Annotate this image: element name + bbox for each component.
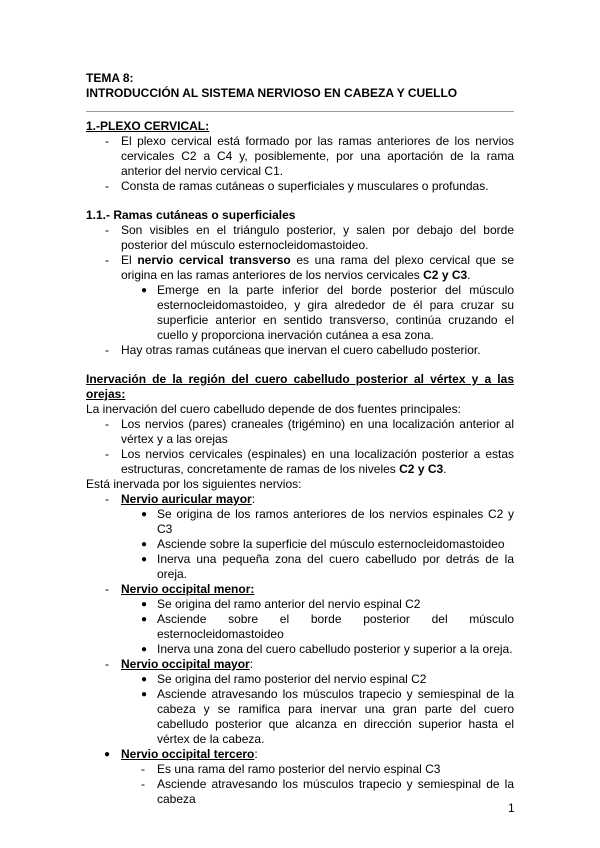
occipital-tercero-details	[86, 762, 514, 807]
nerve-heading-occipital-menor: - Nervio occipital menor:	[86, 582, 514, 597]
nerve-name: nervio cervical transverso	[137, 253, 291, 267]
section-heading-ramas-cutaneas: 1.1.- Ramas cutáneas o superficiales	[86, 208, 296, 222]
list-item: ● Se origina de los ramos anteriores de los nervios espinales C2 y C3	[86, 507, 514, 537]
occipital-menor-details	[86, 597, 514, 657]
list-item: - Los nervios (pares) craneales (trigémino) en una localización anterior al vértex y a las orejas	[86, 417, 514, 447]
list-item: - El plexo cervical está formado por las ramas anteriores de los nervios cervicales C2 a C4 y, posiblemente, por una aportación de la rama anterior del nervio cervical C1.	[86, 134, 514, 179]
paragraph: Está inervada por los siguientes nervios:	[86, 477, 302, 491]
list-item-cervical-transverso: - El nervio cervical transverso es una rama del plexo cervical que se origina en las ramas anteriores de los nervios cervicales C2 y C3.	[86, 253, 514, 283]
list-item: - Asciende atravesando los músculos trapecio y semiespinal de la cabeza	[86, 777, 514, 807]
section-heading-plexo-cervical: 1.-PLEXO CERVICAL:	[86, 119, 210, 133]
nerve-heading-auricular-mayor: - Nervio auricular mayor:	[86, 492, 514, 507]
list-item: - Los nervios cervicales (espinales) en una localización posterior a estas estructuras, concretamente de ramas de los niveles C2 y C3.	[86, 447, 514, 477]
fuentes-list	[86, 417, 514, 477]
ramas-cutaneas-list	[86, 223, 514, 283]
plexo-cervical-list	[86, 134, 514, 194]
list-item: ● Inerva una zona del cuero cabelludo posterior y superior a la oreja.	[86, 642, 514, 657]
list-item: ● Se origina del ramo anterior del nervio espinal C2	[86, 597, 514, 612]
occipital-mayor-details	[86, 672, 514, 747]
cervical-transverso-details	[86, 283, 514, 343]
document-page	[86, 71, 514, 807]
title-divider	[86, 111, 514, 112]
page-number: 1	[508, 801, 515, 815]
topic-number: TEMA 8:	[86, 71, 134, 85]
list-item: ● Asciende sobre el borde posterior del músculo esternocleidomastoideo	[86, 612, 514, 642]
auricular-mayor-details	[86, 507, 514, 582]
list-item: - Consta de ramas cutáneas o superficiales y musculares o profundas.	[86, 179, 514, 194]
list-item: - Es una rama del ramo posterior del nervio espinal C3	[86, 762, 514, 777]
list-item: ● Asciende sobre la superficie del músculo esternocleidomastoideo	[86, 537, 514, 552]
nerve-heading-occipital-mayor: - Nervio occipital mayor:	[86, 657, 514, 672]
document-title: INTRODUCCIÓN AL SISTEMA NERVIOSO EN CABEZA Y CUELLO	[86, 86, 458, 100]
list-item: - Hay otras ramas cutáneas que inervan el cuero cabelludo posterior.	[86, 343, 514, 358]
paragraph: La inervación del cuero cabelludo depende de dos fuentes principales:	[86, 402, 461, 416]
list-item: ● Se origina del ramo posterior del nervio espinal C2	[86, 672, 514, 687]
list-item: ● Emerge en la parte inferior del borde posterior del músculo esternocleidomastoideo, y gira alrededor de él para cruzar su superficie anterior en sentido transverso, continúa cruzando el cuello y proporciona inervación cutánea a esa zona.	[86, 283, 514, 343]
list-item: ● Inerva una pequeña zona del cuero cabelludo por detrás de la oreja.	[86, 552, 514, 582]
nerve-heading-occipital-tercero: ● Nervio occipital tercero:	[86, 747, 514, 762]
section-heading-inervacion: Inervación de la región del cuero cabelludo posterior al vértex y a las orejas:	[86, 372, 514, 401]
list-item: - Son visibles en el triángulo posterior, y salen por debajo del borde posterior del músculo esternocleidomastoideo.	[86, 223, 514, 253]
list-item: ● Asciende atravesando los músculos trapecio y semiespinal de la cabeza y se ramifica para inervar una gran parte del cuero cabelludo posterior que alcanza en dirección superior hasta el vértex de la cabeza.	[86, 687, 514, 747]
